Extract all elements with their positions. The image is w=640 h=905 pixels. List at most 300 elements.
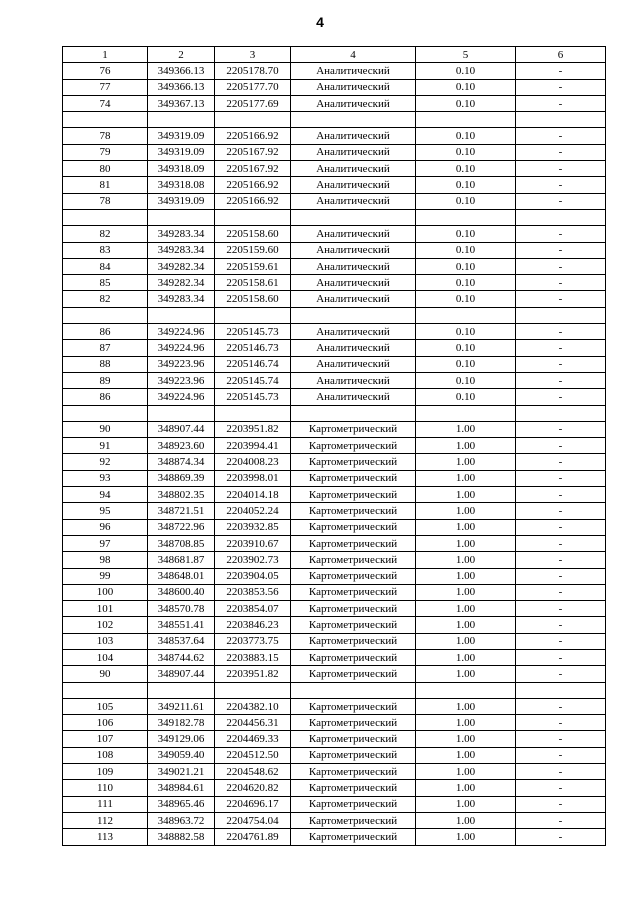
table-body — [63, 63, 606, 845]
cell-note: - — [516, 780, 606, 796]
cell-method: Аналитический — [291, 275, 416, 291]
cell-x-coordinate: 349366.13 — [148, 63, 215, 79]
cell-note — [516, 209, 606, 225]
separator-row — [63, 682, 606, 698]
cell-point-number: 105 — [63, 698, 148, 714]
table-row — [63, 372, 606, 388]
cell-x-coordinate: 348537.64 — [148, 633, 215, 649]
separator-row — [63, 405, 606, 421]
cell-x-coordinate: 349059.40 — [148, 747, 215, 763]
cell-accuracy: 0.10 — [416, 372, 516, 388]
table-row — [63, 812, 606, 828]
cell-y-coordinate: 2203904.05 — [215, 568, 291, 584]
cell-accuracy: 0.10 — [416, 324, 516, 340]
cell-x-coordinate: 349282.34 — [148, 275, 215, 291]
cell-note: - — [516, 633, 606, 649]
cell-x-coordinate: 348984.61 — [148, 780, 215, 796]
cell-accuracy: 0.10 — [416, 291, 516, 307]
table-row — [63, 764, 606, 780]
cell-note: - — [516, 79, 606, 95]
cell-x-coordinate: 348882.58 — [148, 829, 215, 845]
cell-accuracy: 0.10 — [416, 242, 516, 258]
cell-accuracy: 1.00 — [416, 812, 516, 828]
cell-accuracy: 1.00 — [416, 584, 516, 600]
cell-accuracy: 1.00 — [416, 503, 516, 519]
cell-x-coordinate: 348907.44 — [148, 421, 215, 437]
cell-accuracy: 1.00 — [416, 568, 516, 584]
cell-method: Аналитический — [291, 95, 416, 111]
table-row — [63, 79, 606, 95]
table-row — [63, 698, 606, 714]
cell-y-coordinate: 2205177.70 — [215, 79, 291, 95]
table-row — [63, 519, 606, 535]
cell-note: - — [516, 324, 606, 340]
cell-x-coordinate: 349319.09 — [148, 128, 215, 144]
cell-point-number: 111 — [63, 796, 148, 812]
cell-point-number: 87 — [63, 340, 148, 356]
cell-note: - — [516, 535, 606, 551]
table-row — [63, 95, 606, 111]
cell-y-coordinate: 2203932.85 — [215, 519, 291, 535]
cell-accuracy: 1.00 — [416, 829, 516, 845]
header-row — [63, 47, 606, 63]
cell-note: - — [516, 747, 606, 763]
cell-x-coordinate: 349211.61 — [148, 698, 215, 714]
table-row — [63, 177, 606, 193]
cell-x-coordinate: 349283.34 — [148, 226, 215, 242]
cell-point-number: 77 — [63, 79, 148, 95]
cell-point-number — [63, 307, 148, 323]
cell-x-coordinate: 348708.85 — [148, 535, 215, 551]
cell-method: Картометрический — [291, 584, 416, 600]
separator-row — [63, 112, 606, 128]
cell-x-coordinate: 348963.72 — [148, 812, 215, 828]
cell-note: - — [516, 601, 606, 617]
cell-note: - — [516, 95, 606, 111]
cell-point-number: 88 — [63, 356, 148, 372]
cell-method: Картометрический — [291, 519, 416, 535]
cell-y-coordinate — [215, 405, 291, 421]
cell-y-coordinate: 2204620.82 — [215, 780, 291, 796]
cell-note: - — [516, 128, 606, 144]
cell-y-coordinate: 2203994.41 — [215, 438, 291, 454]
table-row — [63, 275, 606, 291]
cell-method: Картометрический — [291, 601, 416, 617]
cell-method — [291, 405, 416, 421]
cell-point-number — [63, 112, 148, 128]
cell-note: - — [516, 503, 606, 519]
cell-x-coordinate: 349319.09 — [148, 144, 215, 160]
cell-accuracy: 1.00 — [416, 731, 516, 747]
cell-note: - — [516, 291, 606, 307]
cell-point-number: 110 — [63, 780, 148, 796]
cell-note: - — [516, 470, 606, 486]
cell-accuracy: 1.00 — [416, 715, 516, 731]
cell-method: Картометрический — [291, 568, 416, 584]
cell-y-coordinate: 2205159.61 — [215, 258, 291, 274]
cell-note: - — [516, 144, 606, 160]
cell-y-coordinate: 2204456.31 — [215, 715, 291, 731]
cell-accuracy: 0.10 — [416, 144, 516, 160]
cell-method: Картометрический — [291, 552, 416, 568]
cell-accuracy: 1.00 — [416, 421, 516, 437]
cell-accuracy: 1.00 — [416, 454, 516, 470]
cell-accuracy: 0.10 — [416, 389, 516, 405]
cell-x-coordinate: 349021.21 — [148, 764, 215, 780]
cell-accuracy: 0.10 — [416, 340, 516, 356]
cell-y-coordinate: 2203910.67 — [215, 535, 291, 551]
cell-accuracy: 0.10 — [416, 258, 516, 274]
cell-method: Картометрический — [291, 438, 416, 454]
cell-accuracy — [416, 209, 516, 225]
cell-note: - — [516, 242, 606, 258]
cell-y-coordinate: 2204754.04 — [215, 812, 291, 828]
cell-point-number: 85 — [63, 275, 148, 291]
table-row — [63, 226, 606, 242]
cell-accuracy: 0.10 — [416, 161, 516, 177]
cell-y-coordinate — [215, 209, 291, 225]
cell-y-coordinate: 2204469.33 — [215, 731, 291, 747]
cell-point-number: 91 — [63, 438, 148, 454]
cell-x-coordinate: 349129.06 — [148, 731, 215, 747]
cell-note: - — [516, 552, 606, 568]
cell-point-number: 97 — [63, 535, 148, 551]
cell-y-coordinate — [215, 112, 291, 128]
header-cell-point-number: 1 — [63, 47, 148, 63]
cell-method: Картометрический — [291, 666, 416, 682]
cell-method: Аналитический — [291, 226, 416, 242]
cell-point-number: 78 — [63, 193, 148, 209]
header-cell-method: 4 — [291, 47, 416, 63]
cell-y-coordinate: 2205178.70 — [215, 63, 291, 79]
cell-method: Картометрический — [291, 698, 416, 714]
cell-accuracy: 0.10 — [416, 177, 516, 193]
table-header — [63, 47, 606, 63]
cell-accuracy: 1.00 — [416, 601, 516, 617]
cell-x-coordinate: 348722.96 — [148, 519, 215, 535]
cell-accuracy: 0.10 — [416, 128, 516, 144]
cell-accuracy: 0.10 — [416, 95, 516, 111]
cell-accuracy — [416, 405, 516, 421]
cell-note — [516, 307, 606, 323]
cell-point-number: 103 — [63, 633, 148, 649]
table-row — [63, 829, 606, 845]
cell-method: Картометрический — [291, 503, 416, 519]
cell-x-coordinate: 349319.09 — [148, 193, 215, 209]
cell-y-coordinate: 2205158.61 — [215, 275, 291, 291]
cell-accuracy: 1.00 — [416, 666, 516, 682]
cell-method: Аналитический — [291, 324, 416, 340]
cell-accuracy: 1.00 — [416, 633, 516, 649]
table-row — [63, 666, 606, 682]
cell-method: Аналитический — [291, 340, 416, 356]
cell-x-coordinate: 348721.51 — [148, 503, 215, 519]
cell-x-coordinate: 349224.96 — [148, 340, 215, 356]
cell-point-number: 101 — [63, 601, 148, 617]
cell-accuracy — [416, 682, 516, 698]
cell-note: - — [516, 666, 606, 682]
cell-point-number: 102 — [63, 617, 148, 633]
cell-x-coordinate: 348907.44 — [148, 666, 215, 682]
cell-note: - — [516, 519, 606, 535]
table-row — [63, 470, 606, 486]
cell-note: - — [516, 177, 606, 193]
cell-x-coordinate: 348600.40 — [148, 584, 215, 600]
cell-y-coordinate: 2203846.23 — [215, 617, 291, 633]
cell-method: Картометрический — [291, 764, 416, 780]
cell-y-coordinate: 2204382.10 — [215, 698, 291, 714]
header-cell-note: 6 — [516, 47, 606, 63]
cell-method: Аналитический — [291, 177, 416, 193]
cell-accuracy: 1.00 — [416, 535, 516, 551]
cell-y-coordinate: 2205167.92 — [215, 144, 291, 160]
cell-accuracy: 1.00 — [416, 649, 516, 665]
cell-y-coordinate: 2204548.62 — [215, 764, 291, 780]
cell-y-coordinate: 2203854.07 — [215, 601, 291, 617]
cell-point-number: 86 — [63, 324, 148, 340]
cell-y-coordinate: 2205158.60 — [215, 226, 291, 242]
cell-point-number: 95 — [63, 503, 148, 519]
cell-note — [516, 112, 606, 128]
cell-x-coordinate — [148, 682, 215, 698]
cell-y-coordinate: 2205146.73 — [215, 340, 291, 356]
cell-point-number — [63, 209, 148, 225]
cell-method: Аналитический — [291, 144, 416, 160]
cell-method: Картометрический — [291, 649, 416, 665]
table-row — [63, 421, 606, 437]
cell-point-number: 89 — [63, 372, 148, 388]
cell-accuracy: 1.00 — [416, 698, 516, 714]
table-row — [63, 454, 606, 470]
cell-accuracy: 1.00 — [416, 438, 516, 454]
cell-x-coordinate: 348570.78 — [148, 601, 215, 617]
cell-method: Аналитический — [291, 258, 416, 274]
cell-point-number: 81 — [63, 177, 148, 193]
cell-y-coordinate: 2204014.18 — [215, 487, 291, 503]
cell-y-coordinate — [215, 307, 291, 323]
table-row — [63, 747, 606, 763]
cell-note: - — [516, 226, 606, 242]
cell-x-coordinate: 348923.60 — [148, 438, 215, 454]
cell-method: Аналитический — [291, 79, 416, 95]
cell-note: - — [516, 438, 606, 454]
cell-method: Аналитический — [291, 372, 416, 388]
cell-y-coordinate — [215, 682, 291, 698]
cell-note: - — [516, 372, 606, 388]
cell-point-number: 90 — [63, 666, 148, 682]
cell-method: Картометрический — [291, 421, 416, 437]
table-row — [63, 796, 606, 812]
cell-note: - — [516, 829, 606, 845]
cell-method: Картометрический — [291, 747, 416, 763]
cell-y-coordinate: 2205166.92 — [215, 193, 291, 209]
table-row — [63, 144, 606, 160]
cell-note: - — [516, 764, 606, 780]
table-row — [63, 389, 606, 405]
page-number: 4 — [316, 14, 324, 30]
table-row — [63, 568, 606, 584]
cell-y-coordinate: 2205159.60 — [215, 242, 291, 258]
cell-x-coordinate: 348551.41 — [148, 617, 215, 633]
cell-point-number: 84 — [63, 258, 148, 274]
cell-x-coordinate — [148, 405, 215, 421]
cell-method: Картометрический — [291, 454, 416, 470]
cell-accuracy: 0.10 — [416, 226, 516, 242]
cell-x-coordinate: 349318.09 — [148, 161, 215, 177]
table-row — [63, 324, 606, 340]
table-row — [63, 438, 606, 454]
cell-accuracy — [416, 307, 516, 323]
cell-point-number: 92 — [63, 454, 148, 470]
cell-y-coordinate: 2205158.60 — [215, 291, 291, 307]
table-row — [63, 161, 606, 177]
cell-x-coordinate: 348869.39 — [148, 470, 215, 486]
cell-note — [516, 682, 606, 698]
cell-point-number: 90 — [63, 421, 148, 437]
cell-point-number: 98 — [63, 552, 148, 568]
cell-x-coordinate: 349283.34 — [148, 242, 215, 258]
cell-point-number: 109 — [63, 764, 148, 780]
cell-note: - — [516, 731, 606, 747]
cell-method: Аналитический — [291, 242, 416, 258]
cell-point-number: 99 — [63, 568, 148, 584]
cell-x-coordinate: 349223.96 — [148, 356, 215, 372]
cell-y-coordinate: 2203998.01 — [215, 470, 291, 486]
table-row — [63, 535, 606, 551]
table-row — [63, 291, 606, 307]
table-row — [63, 633, 606, 649]
cell-y-coordinate: 2205177.69 — [215, 95, 291, 111]
cell-point-number: 104 — [63, 649, 148, 665]
cell-point-number — [63, 405, 148, 421]
separator-row — [63, 209, 606, 225]
cell-note: - — [516, 584, 606, 600]
table-row — [63, 601, 606, 617]
cell-accuracy — [416, 112, 516, 128]
cell-note: - — [516, 617, 606, 633]
cell-x-coordinate: 348965.46 — [148, 796, 215, 812]
cell-note: - — [516, 389, 606, 405]
header-cell-y-coordinate: 3 — [215, 47, 291, 63]
cell-method: Аналитический — [291, 193, 416, 209]
cell-y-coordinate: 2204696.17 — [215, 796, 291, 812]
cell-method: Аналитический — [291, 356, 416, 372]
cell-note: - — [516, 715, 606, 731]
cell-accuracy: 1.00 — [416, 780, 516, 796]
cell-x-coordinate: 349318.08 — [148, 177, 215, 193]
header-cell-x-coordinate: 2 — [148, 47, 215, 63]
table-row — [63, 584, 606, 600]
cell-y-coordinate: 2204761.89 — [215, 829, 291, 845]
cell-y-coordinate: 2204052.24 — [215, 503, 291, 519]
coordinates-table — [62, 46, 606, 846]
cell-x-coordinate — [148, 209, 215, 225]
table-row — [63, 242, 606, 258]
cell-note: - — [516, 356, 606, 372]
cell-y-coordinate: 2203902.73 — [215, 552, 291, 568]
cell-y-coordinate: 2205145.74 — [215, 372, 291, 388]
cell-accuracy: 1.00 — [416, 552, 516, 568]
cell-point-number: 112 — [63, 812, 148, 828]
cell-point-number: 96 — [63, 519, 148, 535]
table-row — [63, 356, 606, 372]
cell-y-coordinate: 2205145.73 — [215, 389, 291, 405]
cell-point-number: 86 — [63, 389, 148, 405]
cell-method: Аналитический — [291, 291, 416, 307]
cell-method: Картометрический — [291, 780, 416, 796]
table-row — [63, 487, 606, 503]
cell-note: - — [516, 649, 606, 665]
cell-method: Картометрический — [291, 796, 416, 812]
cell-note: - — [516, 487, 606, 503]
cell-x-coordinate: 348681.87 — [148, 552, 215, 568]
cell-y-coordinate: 2205145.73 — [215, 324, 291, 340]
table-row — [63, 63, 606, 79]
header-cell-accuracy: 5 — [416, 47, 516, 63]
table-row — [63, 649, 606, 665]
cell-method — [291, 209, 416, 225]
cell-x-coordinate: 349224.96 — [148, 389, 215, 405]
cell-point-number: 78 — [63, 128, 148, 144]
cell-y-coordinate: 2203951.82 — [215, 666, 291, 682]
cell-x-coordinate: 349282.34 — [148, 258, 215, 274]
cell-method: Аналитический — [291, 389, 416, 405]
cell-point-number: 108 — [63, 747, 148, 763]
cell-x-coordinate — [148, 112, 215, 128]
cell-note: - — [516, 421, 606, 437]
cell-accuracy: 1.00 — [416, 764, 516, 780]
cell-note: - — [516, 258, 606, 274]
cell-method: Картометрический — [291, 812, 416, 828]
cell-method: Картометрический — [291, 715, 416, 731]
cell-y-coordinate: 2203773.75 — [215, 633, 291, 649]
table-row — [63, 193, 606, 209]
cell-x-coordinate: 348802.35 — [148, 487, 215, 503]
cell-x-coordinate: 349223.96 — [148, 372, 215, 388]
table-row — [63, 503, 606, 519]
cell-point-number: 107 — [63, 731, 148, 747]
cell-accuracy: 1.00 — [416, 617, 516, 633]
cell-point-number: 76 — [63, 63, 148, 79]
table-row — [63, 780, 606, 796]
cell-point-number: 82 — [63, 226, 148, 242]
cell-note: - — [516, 812, 606, 828]
cell-point-number: 93 — [63, 470, 148, 486]
table-row — [63, 340, 606, 356]
cell-note: - — [516, 63, 606, 79]
cell-point-number: 106 — [63, 715, 148, 731]
cell-note: - — [516, 340, 606, 356]
cell-x-coordinate: 348874.34 — [148, 454, 215, 470]
cell-method: Картометрический — [291, 731, 416, 747]
cell-method — [291, 112, 416, 128]
cell-method: Аналитический — [291, 128, 416, 144]
cell-accuracy: 0.10 — [416, 63, 516, 79]
cell-y-coordinate: 2205166.92 — [215, 128, 291, 144]
cell-note: - — [516, 568, 606, 584]
cell-x-coordinate — [148, 307, 215, 323]
cell-accuracy: 1.00 — [416, 487, 516, 503]
cell-point-number — [63, 682, 148, 698]
cell-x-coordinate: 349283.34 — [148, 291, 215, 307]
cell-point-number: 74 — [63, 95, 148, 111]
cell-y-coordinate: 2205167.92 — [215, 161, 291, 177]
cell-x-coordinate: 348648.01 — [148, 568, 215, 584]
cell-y-coordinate: 2205166.92 — [215, 177, 291, 193]
table-row — [63, 552, 606, 568]
cell-accuracy: 1.00 — [416, 519, 516, 535]
cell-point-number: 82 — [63, 291, 148, 307]
